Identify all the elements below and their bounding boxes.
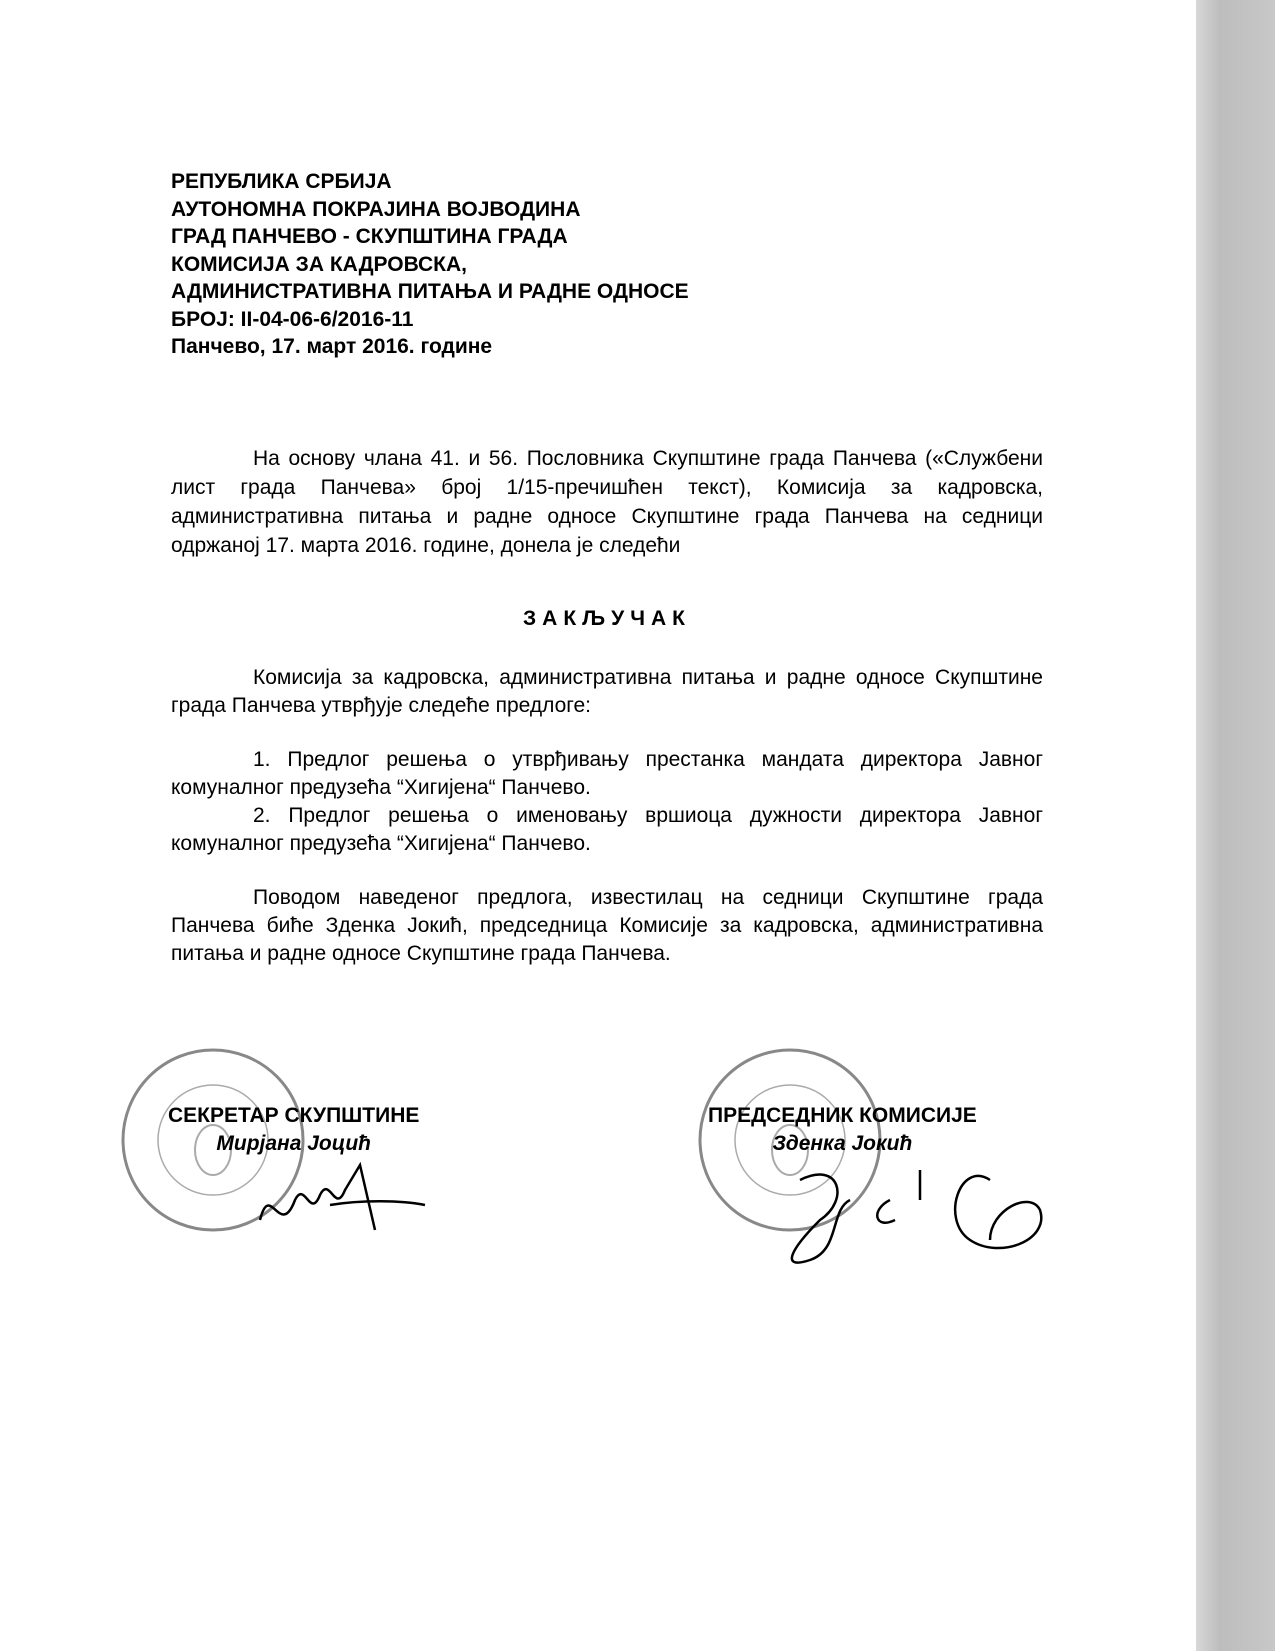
signature-role: СЕКРЕТАР СКУПШТИНЕ <box>168 1104 420 1127</box>
intro-paragraph: Комисија за кадровска, административна питања и радне односе Скупштине града Панчева утврђује следеће предлоге: <box>171 666 1043 717</box>
preamble: На основу члана 41. и 56. Пословника Скупштине града Панчева («Службени лист града Панчева» број 1/15-пречишћен текст), Комисија за кадровска, административна питања и радне односе Скупштине града Панчева на седници одржаној 17. марта 2016. године, донела је следећи <box>171 447 1043 557</box>
handwritten-signature-left <box>240 1160 440 1260</box>
document-title: ЗАКЉУЧАК <box>523 607 691 630</box>
signature-name: Мирјана Јоцић <box>216 1132 371 1155</box>
signature-name: Зденка Јокић <box>772 1132 913 1155</box>
header-line: ГРАД ПАНЧЕВО - СКУПШТИНА ГРАДА <box>171 225 568 248</box>
header-line: АДМИНИСТРАТИВНА ПИТАЊА И РАДНЕ ОДНОСЕ <box>171 280 689 303</box>
list-item: 1. Предлог решења о утврђивању престанка мандата директора Јавног комуналног предузећа “Хигијена“ Панчево. <box>171 748 1043 799</box>
handwritten-signature-right <box>760 1160 1060 1280</box>
signature-role: ПРЕДСЕДНИК КОМИСИЈЕ <box>708 1104 977 1127</box>
document-header <box>171 168 689 361</box>
signature-block-secretary <box>168 1104 419 1156</box>
document-date: Панчево, 17. март 2016. године <box>171 335 493 358</box>
scan-edge <box>1196 0 1275 1651</box>
list-item: 2. Предлог решења о именовању вршиоца дужности директора Јавног комуналног предузећа “Хигијена“ Панчево. <box>171 804 1043 855</box>
header-line: КОМИСИЈА ЗА КАДРОВСКА, <box>171 252 467 276</box>
header-line: РЕПУБЛИКА СРБИЈА <box>171 170 392 193</box>
header-line: АУТОНОМНА ПОКРАЈИНА ВОЈВОДИНА <box>171 197 581 221</box>
closing-paragraph: Поводом наведеног предлога, известилац на седници Скупштине града Панчева биће Зденка Јокић, председница Комисије за кадровска, административна питања и радне односе Скупштине града Панчева. <box>171 886 1043 965</box>
proposal-list <box>171 746 1043 858</box>
document-number: БРОЈ: II-04-06-6/2016-11 <box>171 307 414 331</box>
signature-block-president <box>708 1104 977 1156</box>
